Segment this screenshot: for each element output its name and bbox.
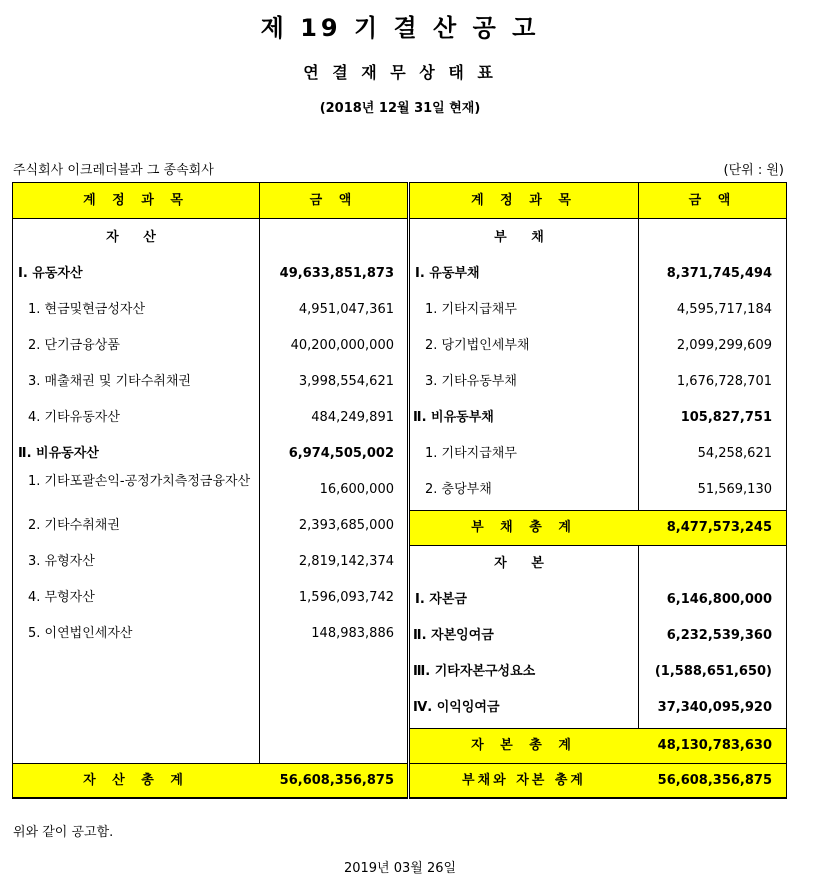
item-amount: 148,983,886 bbox=[311, 626, 394, 641]
item-label: Ⅲ. 기타자본구성요소 bbox=[413, 664, 536, 679]
equity-section-label: 자 본 bbox=[494, 556, 554, 571]
item-label: 3. 유형자산 bbox=[28, 554, 95, 569]
table-row bbox=[13, 508, 407, 544]
account-header: 계 정 과 목 bbox=[83, 193, 189, 208]
table-row bbox=[13, 364, 407, 400]
current-liabilities-amount: 8,371,745,494 bbox=[666, 266, 772, 281]
item-label: Ⅱ. 자본잉여금 bbox=[413, 628, 494, 643]
table-row bbox=[410, 582, 786, 618]
liabilities-total-row bbox=[410, 510, 786, 546]
current-assets-amount: 49,633,851,873 bbox=[279, 266, 394, 281]
equity-total-label: 자 본 총 계 bbox=[471, 738, 577, 753]
table-row bbox=[410, 654, 786, 690]
assets-section-label: 자 산 bbox=[106, 230, 166, 245]
table-row bbox=[13, 472, 407, 508]
assets-header bbox=[13, 183, 407, 219]
item-label: 4. 기타유동자산 bbox=[28, 410, 120, 425]
item-label: 4. 무형자산 bbox=[28, 590, 95, 605]
noncurrent-assets-label: Ⅱ. 비유동자산 bbox=[18, 446, 99, 461]
item-amount: 2,393,685,000 bbox=[298, 518, 394, 533]
assets-panel bbox=[12, 182, 408, 799]
table-row bbox=[410, 618, 786, 654]
item-amount: 2,099,299,609 bbox=[676, 338, 772, 353]
liab-equity-total-label: 부채와 자본 총계 bbox=[462, 773, 586, 788]
current-liabilities-label: Ⅰ. 유동부채 bbox=[415, 266, 480, 281]
table-row bbox=[410, 436, 786, 472]
liabilities-section-label: 부 채 bbox=[494, 230, 554, 245]
liab-equity-total-row bbox=[410, 763, 786, 798]
amount-header: 금 액 bbox=[688, 193, 737, 208]
item-amount: (1,588,651,650) bbox=[654, 664, 772, 679]
item-label: Ⅰ. 자본금 bbox=[415, 592, 467, 607]
assets-total-label: 자 산 총 계 bbox=[83, 773, 189, 788]
liabilities-header bbox=[410, 183, 786, 219]
table-row bbox=[13, 328, 407, 364]
closing-statement: 위와 같이 공고함. bbox=[13, 825, 114, 840]
liabilities-total-label: 부 채 총 계 bbox=[471, 520, 577, 535]
item-amount: 6,146,800,000 bbox=[666, 592, 772, 607]
item-amount: 40,200,000,000 bbox=[290, 338, 394, 353]
assets-total-row bbox=[13, 763, 407, 798]
item-label: Ⅳ. 이익잉여금 bbox=[413, 700, 500, 715]
notice-date: 2019년 03월 26일 bbox=[343, 861, 457, 876]
assets-section-row bbox=[13, 220, 407, 256]
item-label: 1. 기타지급채무 bbox=[425, 302, 517, 317]
current-assets-label: Ⅰ. 유동자산 bbox=[18, 266, 83, 281]
equity-total-amount: 48,130,783,630 bbox=[657, 738, 772, 753]
statement-date: (2018년 12월 31일 현재) bbox=[319, 101, 481, 116]
table-row bbox=[410, 328, 786, 364]
table-row bbox=[410, 364, 786, 400]
item-amount: 1,676,728,701 bbox=[676, 374, 772, 389]
noncurrent-liabilities-label: Ⅱ. 비유동부채 bbox=[413, 410, 494, 425]
table-row bbox=[410, 690, 786, 726]
assets-total-amount: 56,608,356,875 bbox=[279, 773, 394, 788]
item-amount: 54,258,621 bbox=[697, 446, 772, 461]
noncurrent-liabilities-amount: 105,827,751 bbox=[680, 410, 772, 425]
table-row bbox=[13, 256, 407, 292]
item-label: 2. 기타수취채권 bbox=[28, 518, 120, 533]
table-row bbox=[410, 472, 786, 508]
liab-equity-total-amount: 56,608,356,875 bbox=[657, 773, 772, 788]
table-row bbox=[410, 256, 786, 292]
item-amount: 16,600,000 bbox=[319, 482, 394, 497]
liabilities-total-amount: 8,477,573,245 bbox=[666, 520, 772, 535]
table-row bbox=[410, 400, 786, 436]
equity-section-row bbox=[410, 546, 786, 582]
liabilities-section-row bbox=[410, 220, 786, 256]
table-row bbox=[13, 292, 407, 328]
item-amount: 484,249,891 bbox=[311, 410, 394, 425]
item-amount: 2,819,142,374 bbox=[298, 554, 394, 569]
item-amount: 3,998,554,621 bbox=[298, 374, 394, 389]
item-label: 3. 기타유동부채 bbox=[425, 374, 517, 389]
item-label: 1. 현금및현금성자산 bbox=[28, 302, 145, 317]
item-amount: 6,232,539,360 bbox=[666, 628, 772, 643]
item-label: 3. 매출채권 및 기타수취채권 bbox=[28, 374, 191, 389]
item-label: 1. 기타포괄손익-공정가치측정금융자산 bbox=[28, 474, 251, 489]
account-header: 계 정 과 목 bbox=[471, 193, 577, 208]
item-label: 2. 단기금융상품 bbox=[28, 338, 120, 353]
item-label: 2. 충당부채 bbox=[425, 482, 492, 497]
amount-header: 금 액 bbox=[309, 193, 358, 208]
table-row bbox=[13, 436, 407, 472]
notice-title: 제 19 기 결 산 공 고 bbox=[260, 14, 540, 42]
company-name: 주식회사 이크레더블과 그 종속회사 bbox=[13, 163, 214, 178]
unit-label: (단위 : 원) bbox=[723, 163, 784, 178]
table-row bbox=[410, 292, 786, 328]
table-row bbox=[13, 544, 407, 580]
item-label: 1. 기타지급채무 bbox=[425, 446, 517, 461]
table-row bbox=[13, 580, 407, 616]
noncurrent-assets-amount: 6,974,505,002 bbox=[288, 446, 394, 461]
item-label: 5. 이연법인세자산 bbox=[28, 626, 133, 641]
statement-title: 연 결 재 무 상 태 표 bbox=[303, 63, 497, 82]
item-label: 2. 당기법인세부채 bbox=[425, 338, 530, 353]
item-amount: 4,595,717,184 bbox=[676, 302, 772, 317]
table-row bbox=[13, 616, 407, 652]
item-amount: 4,951,047,361 bbox=[298, 302, 394, 317]
equity-total-row bbox=[410, 728, 786, 764]
item-amount: 37,340,095,920 bbox=[657, 700, 772, 715]
item-amount: 1,596,093,742 bbox=[298, 590, 394, 605]
table-row bbox=[13, 400, 407, 436]
liabilities-equity-panel bbox=[409, 182, 787, 799]
item-amount: 51,569,130 bbox=[697, 482, 772, 497]
